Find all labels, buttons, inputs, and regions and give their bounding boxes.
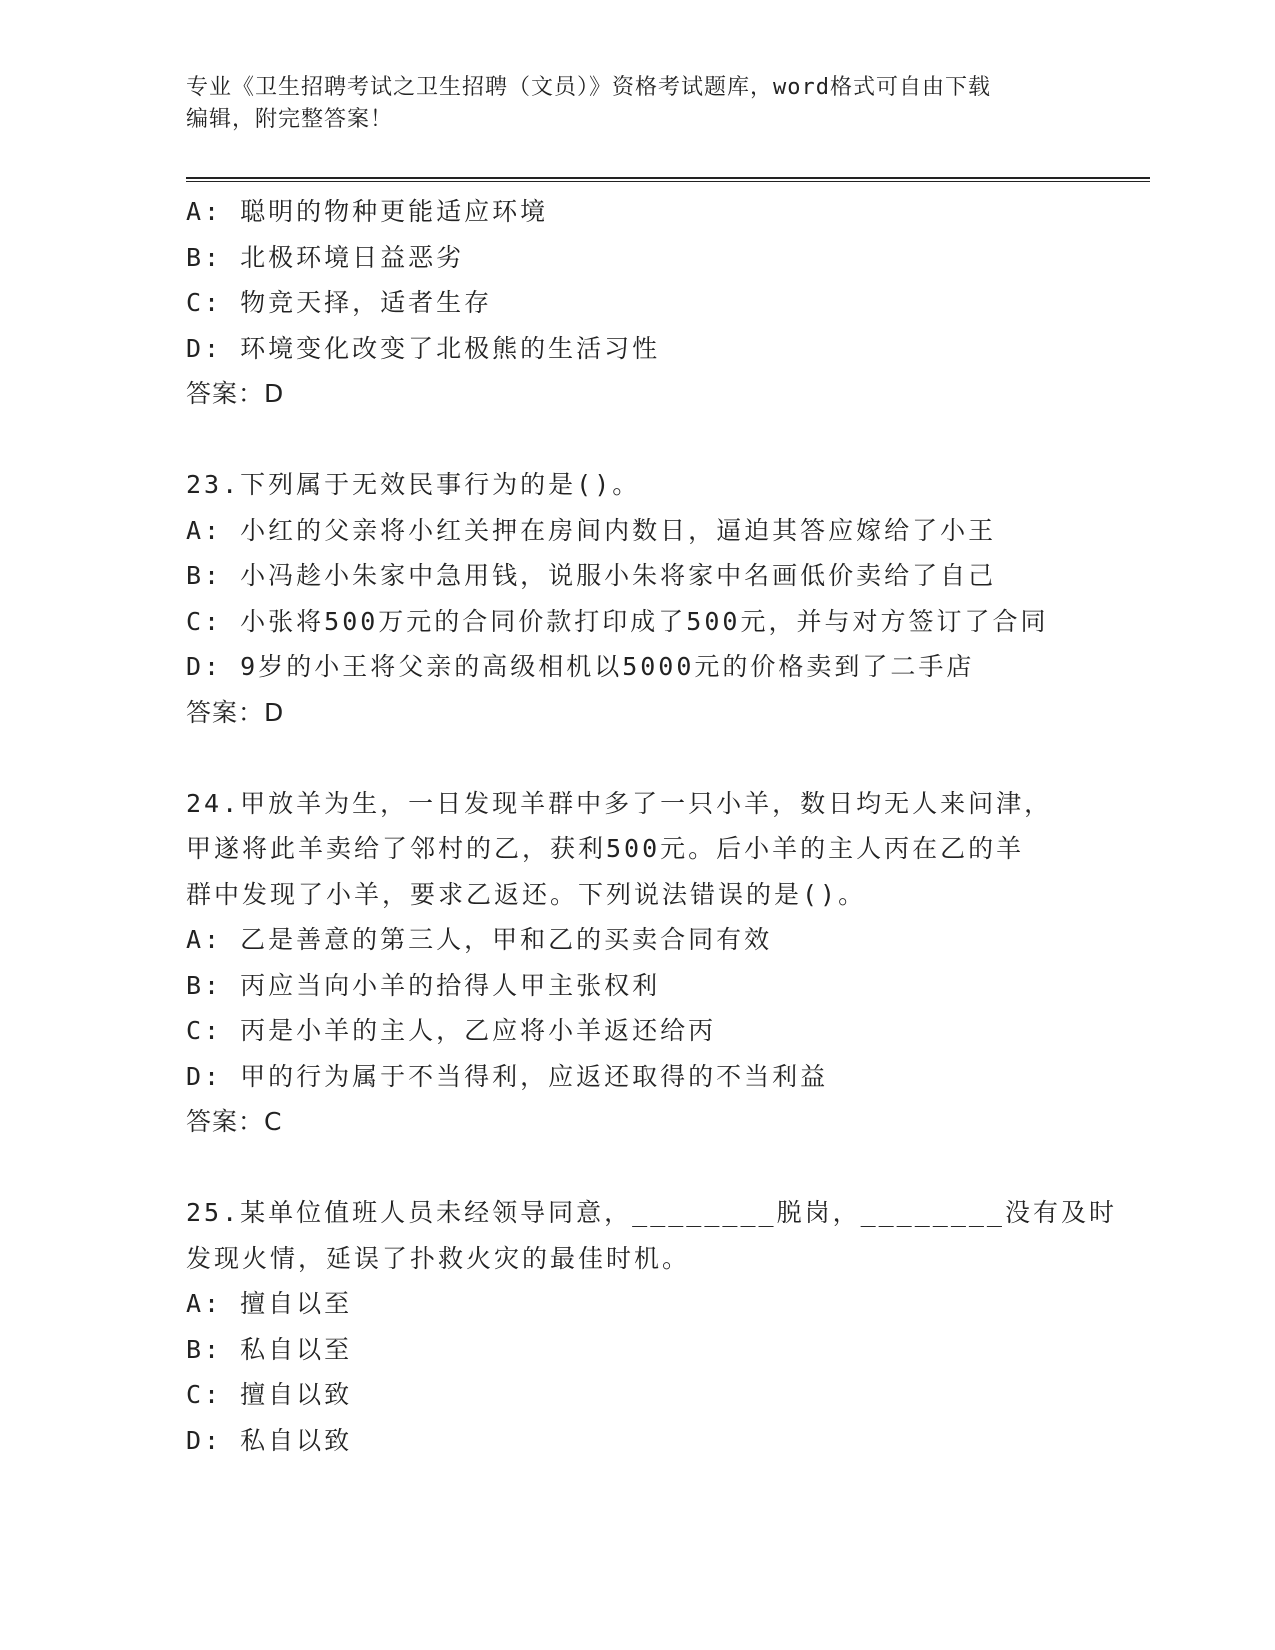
option-a: A: 擅自以至 xyxy=(186,1289,353,1318)
answer-line: 答案：D xyxy=(186,379,285,408)
question-stem-line-1: 24.甲放羊为生，一日发现羊群中多了一只小羊，数日均无人来问津， xyxy=(186,788,1053,818)
option-d: D: 甲的行为属于不当得利，应返还取得的不当利益 xyxy=(186,1061,829,1091)
spacer xyxy=(186,417,1086,463)
option-b: B: 丙应当向小羊的拾得人甲主张权利 xyxy=(186,970,661,1000)
header-line-2: 编辑，附完整答案！ xyxy=(186,107,394,132)
question-list xyxy=(186,189,1117,1463)
answer-line: 答案：C xyxy=(186,1107,283,1136)
spacer xyxy=(186,1145,1086,1191)
header-line-1: 专业《卫生招聘考试之卫生招聘（文员）》资格考试题库，word格式可自由下载 xyxy=(186,75,991,100)
option-b: B: 小冯趁小朱家中急用钱，说服小朱将家中名画低价卖给了自己 xyxy=(186,561,997,590)
option-d: D: 环境变化改变了北极熊的生活习性 xyxy=(186,333,661,363)
question-24 xyxy=(186,781,1086,1145)
option-d: D: 9岁的小王将父亲的高级相机以5000元的价格卖到了二手店 xyxy=(186,652,975,681)
spacer xyxy=(186,735,1086,781)
header-divider xyxy=(186,177,1150,179)
option-a: A: 乙是善意的第三人，甲和乙的买卖合同有效 xyxy=(186,925,773,954)
question-stem-line-1: 25.某单位值班人员未经领导同意，________脱岗，________没有及时 xyxy=(186,1198,1117,1227)
answer-line: 答案：D xyxy=(186,697,285,727)
question-stem-line-3: 群中发现了小羊，要求乙返还。下列说法错误的是()。 xyxy=(186,879,867,909)
question-22-continuation xyxy=(186,189,1086,417)
question-stem-line-2: 发现火情，延误了扑救火灾的最佳时机。 xyxy=(186,1243,691,1273)
option-c: C: 小张将500万元的合同价款打印成了500元，并与对方签订了合同 xyxy=(186,606,1049,636)
document-header xyxy=(186,72,1066,136)
option-c: C: 物竞天择，适者生存 xyxy=(186,288,493,317)
option-a: A: 聪明的物种更能适应环境 xyxy=(186,197,549,226)
option-b: B: 北极环境日益恶劣 xyxy=(186,242,465,272)
header-divider-thin xyxy=(186,181,1150,182)
option-c: C: 擅自以致 xyxy=(186,1380,353,1409)
option-d: D: 私自以致 xyxy=(186,1425,353,1455)
question-stem-line-2: 甲遂将此羊卖给了邻村的乙，获利500元。后小羊的主人丙在乙的羊 xyxy=(186,834,1025,863)
question-stem: 23.下列属于无效民事行为的是()。 xyxy=(186,470,641,499)
option-b: B: 私自以至 xyxy=(186,1334,353,1364)
question-23 xyxy=(186,462,1086,735)
question-25 xyxy=(186,1190,1117,1463)
option-a: A: 小红的父亲将小红关押在房间内数日，逼迫其答应嫁给了小王 xyxy=(186,515,997,545)
option-c: C: 丙是小羊的主人，乙应将小羊返还给丙 xyxy=(186,1016,717,1045)
